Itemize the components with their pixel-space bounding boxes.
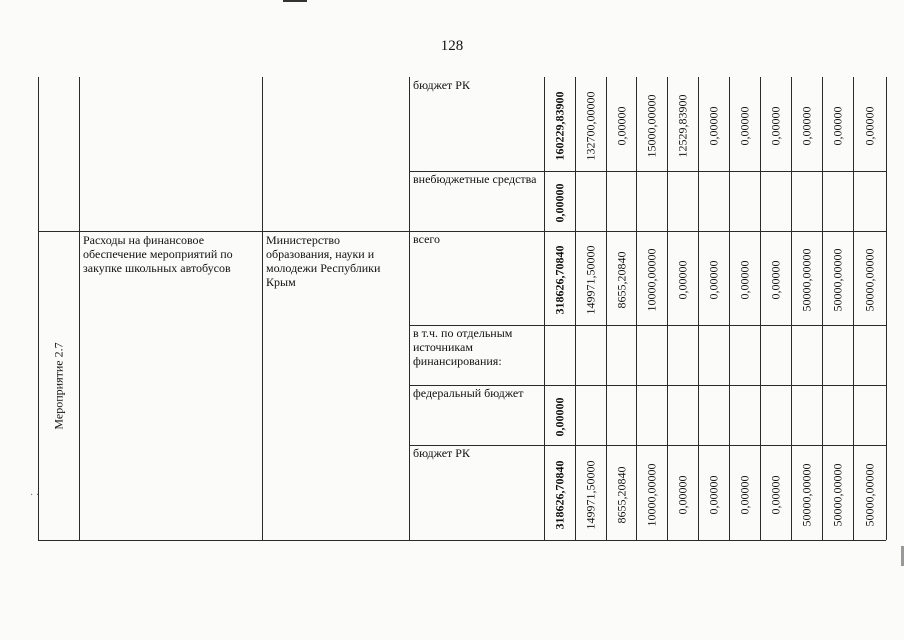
total-value: [544, 175, 575, 231]
measure-description: Расходы на финансовое обеспечение мероприятий по закупке школьных автобусов: [83, 233, 233, 275]
year-value-text: 50000,00000: [830, 248, 845, 312]
year-value-text: 50000,00000: [862, 463, 877, 526]
year-value: [853, 235, 886, 325]
year-value: [636, 235, 667, 325]
year-value-text: 0,00000: [675, 260, 690, 300]
year-value-text: 0,00000: [768, 260, 783, 300]
year-value: [791, 235, 822, 325]
year-value-text: 149971,50000: [583, 245, 598, 315]
year-value: [606, 449, 636, 540]
year-value: [636, 81, 667, 171]
funding-source: бюджет РК: [413, 78, 470, 92]
year-value-text: 15000,00000: [644, 94, 659, 158]
total-value-text: 0,00000: [552, 397, 567, 437]
year-value: [698, 81, 729, 171]
year-value: [729, 449, 760, 540]
total-value: [544, 449, 575, 540]
table-vline: [409, 77, 410, 540]
total-value-text: 160229,83900: [552, 91, 567, 161]
year-value: [853, 449, 886, 540]
year-value-text: 0,00000: [614, 106, 628, 146]
scan-specks: · ·: [30, 490, 40, 501]
year-value-text: 8655,20840: [614, 251, 628, 309]
year-value: [667, 81, 698, 171]
year-value-text: 0,00000: [706, 106, 721, 146]
year-value: [667, 235, 698, 325]
funding-source: в т.ч. по отдельным источникам финансирования:: [413, 326, 513, 368]
total-value: [544, 235, 575, 325]
year-value: [575, 81, 606, 171]
total-value-text: 318626,70840: [552, 245, 567, 315]
year-value: [575, 235, 606, 325]
page-number: 128: [440, 38, 464, 54]
funding-source: федеральный бюджет: [413, 386, 524, 400]
year-value: [606, 81, 636, 171]
measure-executor: Министерство образования, науки и молодежи Республики Крым: [266, 233, 381, 289]
year-value: [791, 81, 822, 171]
year-value: [760, 235, 791, 325]
year-value: [698, 449, 729, 540]
year-value-text: 0,00000: [799, 106, 814, 146]
year-value-text: 8655,20840: [614, 466, 628, 523]
table-vline: [886, 77, 887, 540]
funding-source: бюджет РК: [413, 446, 470, 460]
year-value: [667, 449, 698, 540]
year-value-text: 0,00000: [706, 475, 721, 514]
year-value-text: 149971,50000: [583, 460, 598, 529]
year-value-text: 0,00000: [675, 475, 690, 514]
funding-source: всего: [413, 232, 441, 246]
year-value: [575, 449, 606, 540]
year-value-text: 50000,00000: [830, 463, 845, 526]
year-value-text: 0,00000: [768, 475, 783, 514]
year-value-text: 0,00000: [830, 106, 845, 146]
measure-label-text: Мероприятие 2.7: [51, 341, 66, 430]
year-value: [822, 81, 853, 171]
year-value-text: 50000,00000: [799, 248, 814, 312]
table-vline: [79, 77, 80, 540]
year-value: [606, 235, 636, 325]
year-value-text: 0,00000: [706, 260, 721, 300]
year-value-text: 0,00000: [862, 106, 877, 146]
year-value: [636, 449, 667, 540]
year-value: [822, 449, 853, 540]
year-value-text: 0,00000: [737, 106, 752, 146]
year-value: [698, 235, 729, 325]
year-value-text: 12529,83900: [675, 94, 690, 158]
year-value-text: 132700,00000: [583, 91, 598, 161]
year-value-text: 0,00000: [737, 260, 752, 300]
year-value: [791, 449, 822, 540]
table-bottom-border: [38, 540, 886, 541]
measure-label: [38, 231, 79, 540]
year-value: [853, 81, 886, 171]
total-value-text: 0,00000: [552, 183, 567, 223]
funding-source: внебюджетные средства: [413, 172, 537, 186]
year-value-text: 0,00000: [768, 106, 783, 146]
year-value-text: 50000,00000: [799, 463, 814, 526]
total-value-text: 318626,70840: [552, 460, 567, 529]
year-value-text: 50000,00000: [862, 248, 877, 312]
table-vline: [262, 77, 263, 540]
year-value: [822, 235, 853, 325]
year-value: [729, 81, 760, 171]
year-value-text: 10000,00000: [644, 248, 659, 312]
total-value: [544, 81, 575, 171]
year-value: [760, 81, 791, 171]
year-value: [760, 449, 791, 540]
year-value-text: 0,00000: [737, 475, 752, 514]
year-value-text: 10000,00000: [644, 463, 659, 526]
year-value: [729, 235, 760, 325]
total-value: [544, 389, 575, 445]
